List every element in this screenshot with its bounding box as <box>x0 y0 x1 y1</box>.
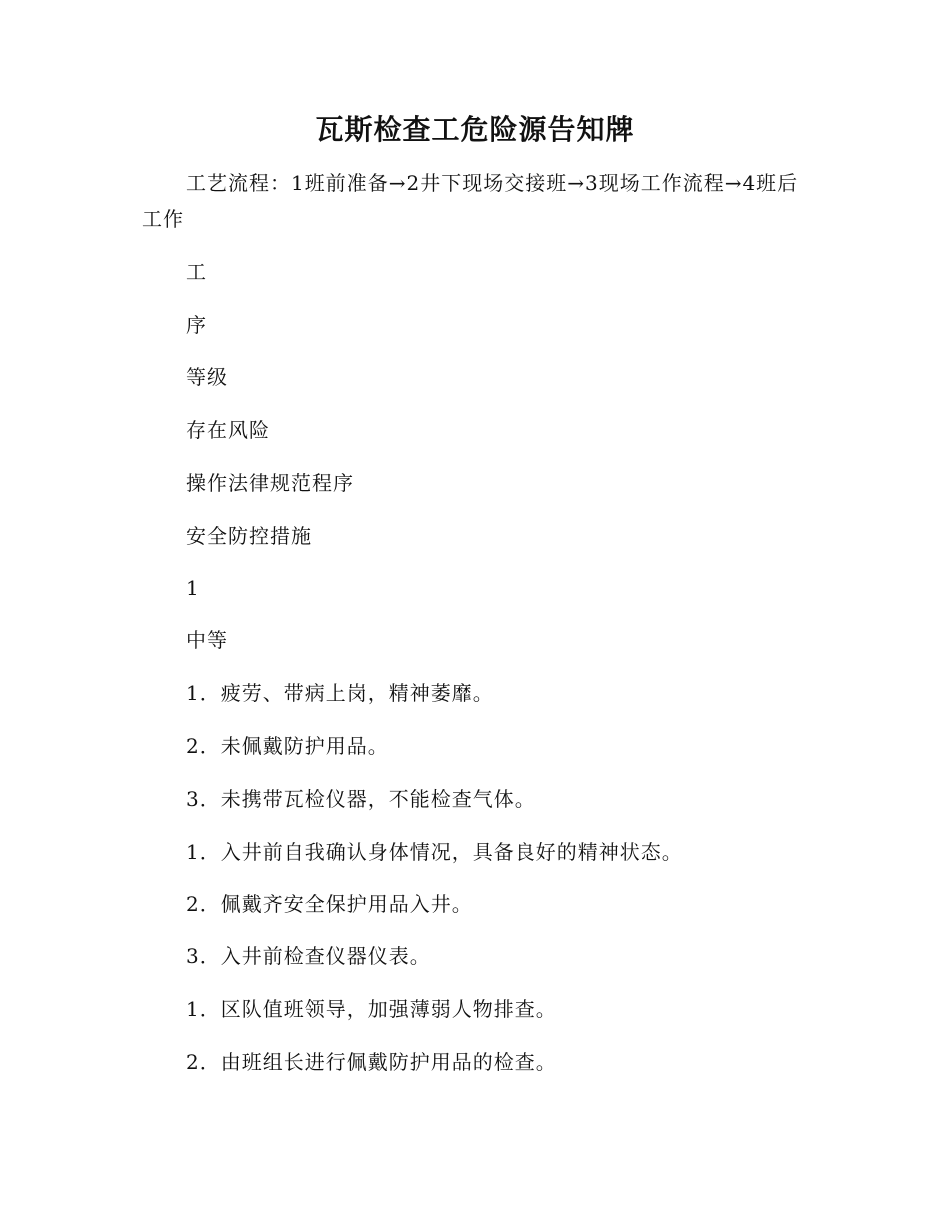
list-item: 3．入井前检查仪器仪表。 <box>186 944 431 968</box>
text-line: 存在风险 <box>186 418 270 442</box>
text-line: 工 <box>186 260 207 284</box>
list-item: 2．佩戴齐安全保护用品入井。 <box>186 892 473 916</box>
list-item: 2．由班组长进行佩戴防护用品的检查。 <box>186 1050 557 1074</box>
text-line: 序 <box>186 313 207 337</box>
list-item: 1．疲劳、带病上岗，精神萎靡。 <box>186 681 494 705</box>
list-item: 2．未佩戴防护用品。 <box>186 734 389 758</box>
text-line: 1 <box>186 576 200 600</box>
text-line: 操作法律规范程序 <box>186 471 354 495</box>
list-item: 1．入井前自我确认身体情况，具备良好的精神状态。 <box>186 840 683 864</box>
list-item: 1．区队值班领导，加强薄弱人物排查。 <box>186 997 557 1021</box>
document-title: 瓦斯检查工危险源告知牌 <box>315 113 635 146</box>
text-line: 中等 <box>186 628 228 652</box>
text-line: 等级 <box>186 365 228 389</box>
list-item: 3．未携带瓦检仪器，不能检查气体。 <box>186 787 536 811</box>
process-flow-paragraph: 工艺流程：1班前准备→2井下现场交接班→3现场工作流程→4班后工作 <box>142 171 799 231</box>
text-line: 安全防控措施 <box>186 524 312 548</box>
